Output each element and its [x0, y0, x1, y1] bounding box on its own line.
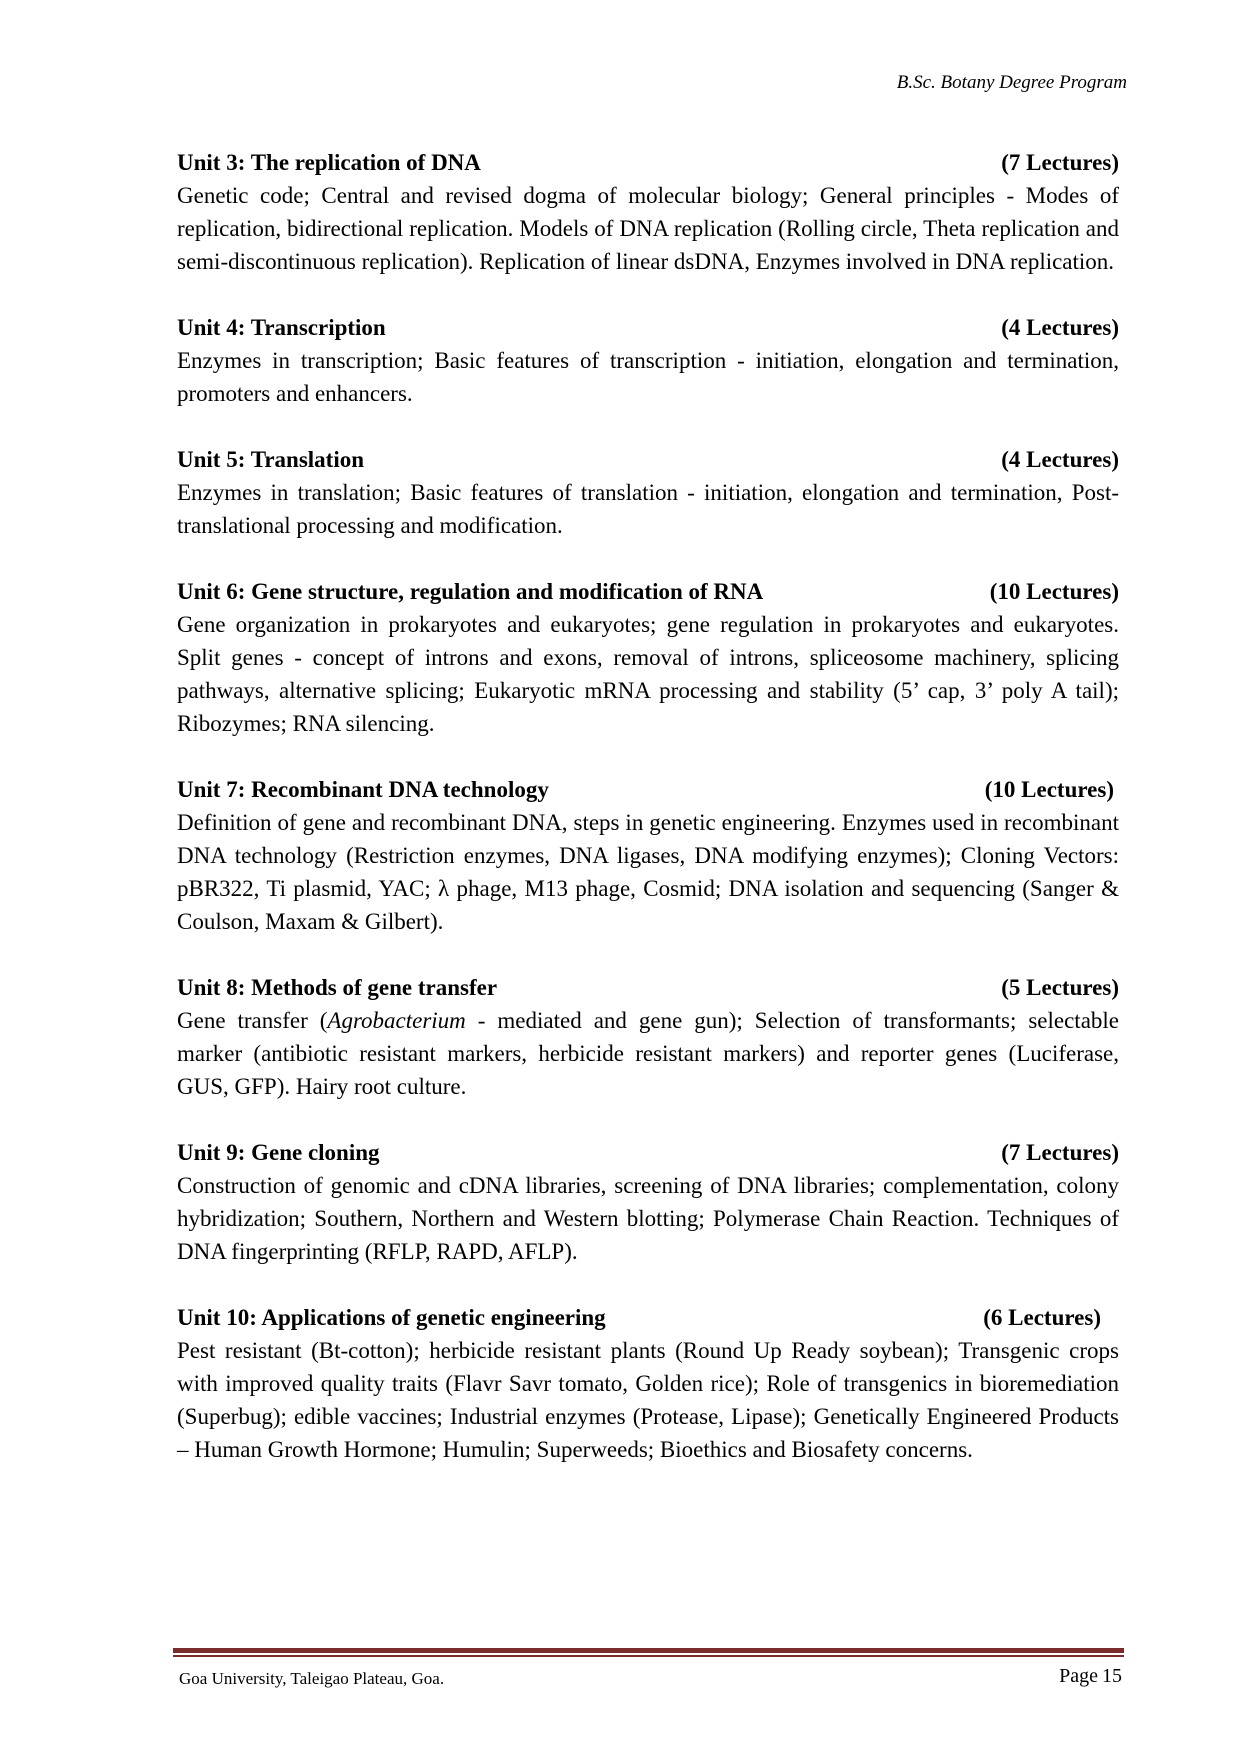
unit-lectures: (10 Lectures) [989, 579, 1119, 604]
footer-institution: Goa University, Taleigao Plateau, Goa. [179, 1669, 445, 1688]
unit-lectures: (10 Lectures) [984, 777, 1114, 802]
unit-description: Enzymes in transcription; Basic features of transcription - initiation, elongation and termination, promoters and enhancers. [177, 348, 1119, 406]
unit-title: Unit 7: Recombinant DNA technology [177, 777, 549, 802]
unit-title: Unit 10: Applications of genetic engineering [177, 1305, 606, 1330]
syllabus-content [177, 146, 1119, 1499]
unit-heading [177, 1136, 1119, 1169]
unit-title: Unit 4: Transcription [177, 315, 386, 340]
unit-heading [177, 1301, 1119, 1334]
page-label: Page [1059, 1665, 1098, 1687]
unit-3 [177, 146, 1119, 278]
unit-title: Unit 9: Gene cloning [177, 1140, 380, 1165]
unit-description-start: Gene transfer ( [177, 1008, 328, 1033]
unit-lectures: (7 Lectures) [1001, 1140, 1119, 1165]
unit-title: Unit 6: Gene structure, regulation and modification of RNA [177, 579, 764, 604]
unit-heading [177, 443, 1119, 476]
unit-4 [177, 311, 1119, 410]
unit-7 [177, 773, 1119, 938]
organism-name: Agrobacterium [327, 1008, 466, 1033]
unit-description: Gene organization in prokaryotes and eukaryotes; gene regulation in prokaryotes and eukaryotes. Split genes - concept of introns and exons, removal of introns, spliceosome machinery, splicing pathways, alternative splicing; Eukaryotic mRNA processing and stability (5’ cap, 3’ poly A tail); Ribozymes; RNA silencing. [177, 612, 1119, 736]
unit-lectures: (4 Lectures) [1001, 447, 1119, 472]
running-header: B.Sc. Botany Degree Program [896, 72, 1127, 93]
unit-title: Unit 8: Methods of gene transfer [177, 975, 498, 1000]
page-number-value: 15 [1102, 1665, 1122, 1687]
unit-lectures: (7 Lectures) [1001, 150, 1119, 175]
unit-description: Enzymes in translation; Basic features of translation - initiation, elongation and termination, Post-translational processing and modification. [177, 480, 1119, 538]
page-number [1055, 1665, 1122, 1688]
unit-description [177, 1004, 1119, 1103]
unit-lectures: (5 Lectures) [1001, 975, 1119, 1000]
unit-10 [177, 1301, 1119, 1466]
unit-8 [177, 971, 1119, 1103]
unit-title: Unit 3: The replication of DNA [177, 150, 481, 175]
unit-lectures: (6 Lectures) [983, 1305, 1101, 1330]
unit-5 [177, 443, 1119, 542]
unit-heading [177, 971, 1119, 1004]
unit-heading [177, 311, 1119, 344]
unit-title: Unit 5: Translation [177, 447, 365, 472]
unit-heading [177, 146, 1119, 179]
unit-9 [177, 1136, 1119, 1268]
unit-6 [177, 575, 1119, 740]
unit-heading [177, 773, 1119, 806]
unit-description: Genetic code; Central and revised dogma of molecular biology; General principles - Modes of replication, bidirectional replication. Models of DNA replication (Rolling circle, Theta replication and semi-discontinuous replication). Replication of linear dsDNA, Enzymes involved in DNA replication. [177, 183, 1119, 274]
unit-description: Pest resistant (Bt-cotton); herbicide resistant plants (Round Up Ready soybean); Transgenic crops with improved quality traits (Flavr Savr tomato, Golden rice); Role of transgenics in bioremediation (Superbug); edible vaccines; Industrial enzymes (Protease, Lipase); Genetically Engineered Products – Human Growth Hormone; Humulin; Superweeds; Bioethics and Biosafety concerns. [177, 1338, 1119, 1462]
unit-description: Construction of genomic and cDNA libraries, screening of DNA libraries; complementation, colony hybridization; Southern, Northern and Western blotting; Polymerase Chain Reaction. Techniques of DNA fingerprinting (RFLP, RAPD, AFLP). [177, 1173, 1119, 1264]
unit-lectures: (4 Lectures) [1001, 315, 1119, 340]
unit-description-rest: - mediated and gene gun); Selection of transformants; selectable marker (antibiotic resistant markers, herbicide resistant markers) and reporter genes (Luciferase, GUS, GFP). Hairy root culture. [177, 1008, 1120, 1099]
unit-description: Definition of gene and recombinant DNA, steps in genetic engineering. Enzymes used in recombinant DNA technology (Restriction enzymes, DNA ligases, DNA modifying enzymes); Cloning Vectors: pBR322, Ti plasmid, YAC; λ phage, M13 phage, Cosmid; DNA isolation and sequencing (Sanger & Coulson, Maxam & Gilbert). [177, 810, 1119, 934]
unit-heading [177, 575, 1119, 608]
footer-rule [173, 1648, 1124, 1657]
